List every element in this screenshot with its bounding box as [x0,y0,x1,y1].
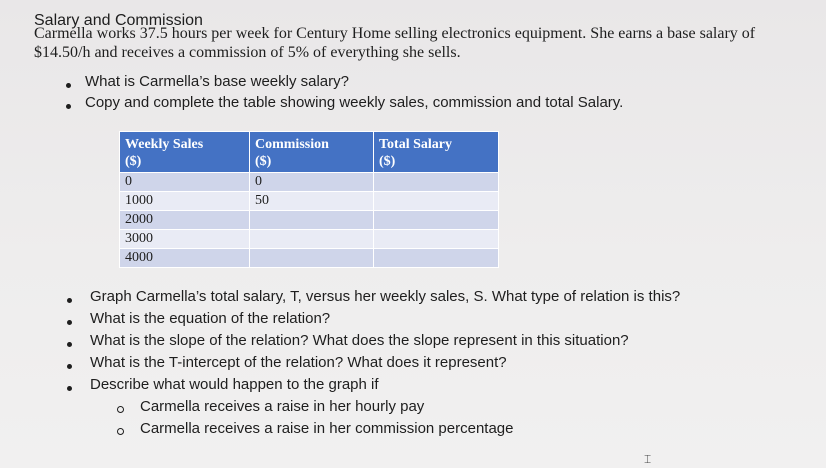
table-row [120,211,499,230]
table-row [120,173,499,192]
bullet-dot [67,386,72,391]
question-equation: What is the equation of the relation? [90,310,331,327]
text-cursor-icon: ⌶ [644,452,652,466]
header-weekly-sales-label: Weekly Sales [125,137,204,152]
question-graph: Graph Carmella’s total salary, T, versus her weekly sales, S. What type of relation is this? [90,288,681,305]
cell-commission [250,211,374,230]
table-row [120,249,499,268]
table-row [120,192,499,211]
question-describe: Describe what would happen to the graph if [90,376,379,393]
header-commission-unit: ($) [255,154,272,169]
sub-question-commission-raise: Carmella receives a raise in her commission percentage [140,420,514,437]
table-header-row [120,132,499,173]
cell-commission [250,230,374,249]
header-commission [250,132,374,173]
header-weekly-sales [120,132,250,173]
cell-weekly-sales: 4000 [120,249,250,268]
bullet-dot [67,320,72,325]
cell-commission [250,249,374,268]
cell-weekly-sales: 3000 [120,230,250,249]
sub-bullet-circle [117,406,124,413]
header-total-salary [374,132,499,173]
cell-total-salary [374,230,499,249]
cell-weekly-sales: 1000 [120,192,250,211]
header-weekly-sales-unit: ($) [125,154,142,169]
header-total-salary-label: Total Salary [379,137,452,152]
problem-statement [34,24,814,62]
header-commission-label: Commission [255,137,329,152]
sub-question-hourly-raise: Carmella receives a raise in her hourly pay [140,398,425,415]
question-t-intercept: What is the T-intercept of the relation? What does it represent? [90,354,507,371]
cell-commission: 0 [250,173,374,192]
cell-total-salary [374,211,499,230]
bullet-dot [66,104,71,109]
question-slope: What is the slope of the relation? What does the slope represent in this situation? [90,332,629,349]
cell-weekly-sales: 2000 [120,211,250,230]
sub-bullet-circle [117,428,124,435]
bullet-dot [67,298,72,303]
intro-text: Carmella works 37.5 hours per week for Century Home selling electronics equipment. She earns a base salary of $14.50/h and receives a commission of 5% of everything she sells. [34,25,756,61]
header-total-salary-unit: ($) [379,154,396,169]
cell-total-salary [374,173,499,192]
question-table-instruction: Copy and complete the table showing weekly sales, commission and total Salary. [85,94,624,111]
table-row [120,230,499,249]
cell-total-salary [374,249,499,268]
cell-total-salary [374,192,499,211]
bullet-dot [67,342,72,347]
cell-weekly-sales: 0 [120,173,250,192]
cell-commission: 50 [250,192,374,211]
salary-table [119,131,499,268]
section-title: Salary and Commission [34,12,203,29]
question-base-salary: What is Carmella’s base weekly salary? [85,73,349,90]
bullet-dot [67,364,72,369]
bullet-dot [66,83,71,88]
